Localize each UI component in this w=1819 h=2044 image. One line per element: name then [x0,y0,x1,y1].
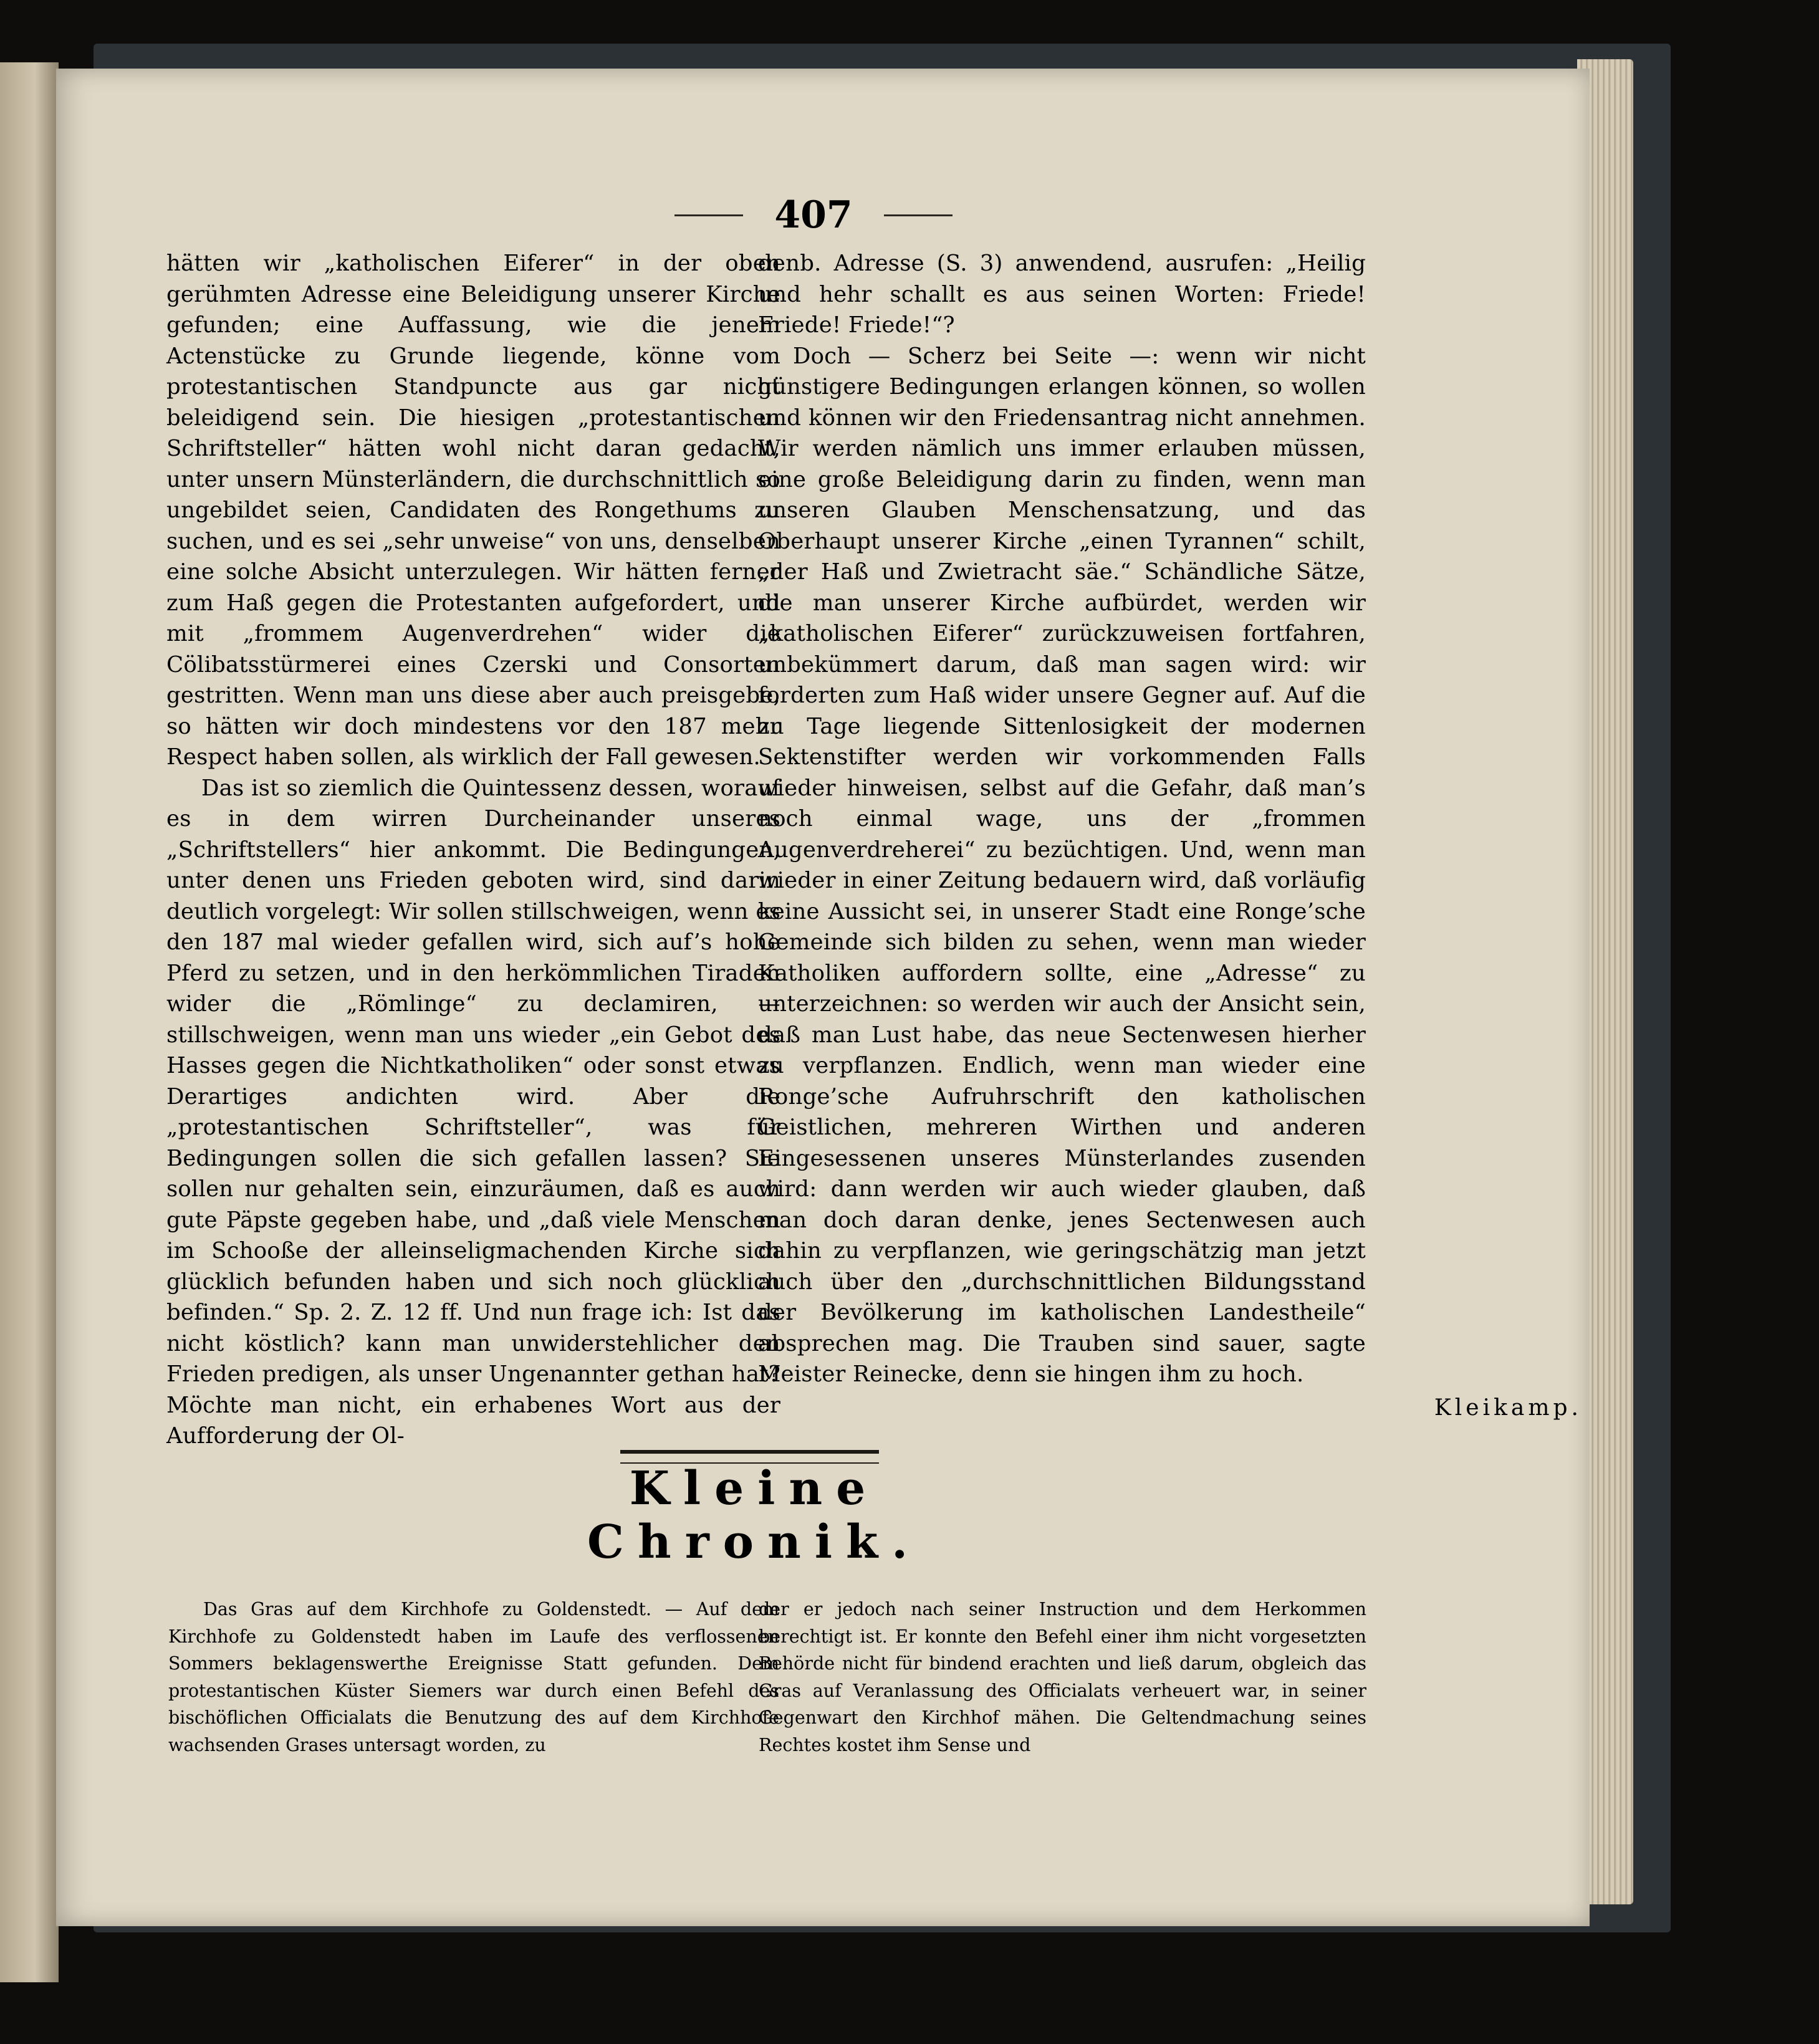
chronicle-paragraph: Das Gras auf dem Kirchhofe zu Goldenstedt. — Auf dem Kirchhofe zu Goldenstedt haben im Laufe des verflossenen Sommers beklagenswerthe Ereignisse Statt gefunden. Dem protestantischen Küster Siemers war durch einen Befehl des bischöflichen Officialats die Benutzung des auf dem Kirchhofe wachsenden Grases untersagt worden, zu [168,1599,779,1755]
header-rule-right [884,214,953,216]
article-paragraph: hätten wir „katholischen Eiferer“ in der oben gerühmten Adresse eine Beleidigung unserer Kirche gefunden; eine Auffassung, wie die jenem Actenstücke zu Grunde liegende, könne vom protestantischen Standpuncte aus gar nicht beleidigend sein. Die hiesigen „protestantischen Schriftsteller“ hätten wohl nicht daran gedacht, unter unsern Münsterländern, die durchschnittlich so ungebildet seien, Candidaten des Rongethums zu suchen, und es sei „sehr unweise“ von uns, denselben eine solche Absicht unterzulegen. Wir hätten ferner zum Haß gegen die Protestanten aufgefordert, und mit „frommem Augenverdrehen“ wider die Cölibatsstürmerei eines Czerski und Consorten gestritten. Wenn man uns diese aber auch preisgebe, so hätten wir doch mindestens vor den 187 mehr Respect haben sollen, als wirklich der Fall gewesen. [166,251,780,770]
author-signature: Kleikamp. [1434,1395,1582,1421]
section-title: Kleine Chronik. [587,1462,921,1569]
page-header [583,187,1044,243]
page-number: 407 [774,193,853,237]
previous-page-edge [0,62,59,1982]
chronicle-paragraph: der er jedoch nach seiner Instruction und dem Herkommen berechtigt ist. Er konnte den Befehl einer ihm nicht vorgesetzten Behörde nicht für bindend erachten und ließ darum, obgleich das Gras auf Veranlassung des Officialats verheuert war, in seiner Gegenwart den Kirchhof mähen. Die Geltendmachung seines Rechtes kostet ihm Sense und [759,1599,1366,1755]
chronicle-right-column [759,1596,1366,1759]
article-paragraph: denb. Adresse (S. 3) anwendend, ausrufen: „Heilig und hehr schallt es aus seinen Worten: Friede! Friede! Friede!“? [758,251,1366,338]
article-left-column [166,248,780,1452]
article-right-column [758,248,1366,1390]
header-rule-left [674,214,743,216]
chronicle-left-column [168,1596,779,1759]
article-paragraph: Doch — Scherz bei Seite —: wenn wir nicht günstigere Bedingungen erlangen können, so wollen und können wir den Friedensantrag nicht annehmen. Wir werden nämlich uns immer erlauben müssen, eine große Beleidigung darin zu finden, wenn man unseren Glauben Menschensatzung, und das Oberhaupt unserer Kirche „einen Tyrannen“ schilt, „der Haß und Zwietracht säe.“ Schändliche Sätze, die man unserer Kirche aufbürdet, werden wir „katholischen Eiferer“ zurückzuweisen fortfahren, unbekümmert darum, daß man sagen wird: wir forderten zum Haß wider unsere Gegner auf. Auf die zu Tage liegende Sittenlosigkeit der modernen Sektenstifter werden wir vorkommenden Falls wieder hinweisen, selbst auf die Gefahr, daß man’s noch einmal wage, uns der „frommen Augenverdreherei“ zu bezüchtigen. Und, wenn man wieder in einer Zeitung bedauern wird, daß vorläufig keine Aussicht sei, in unserer Stadt eine Ronge’sche Gemeinde sich bilden zu sehen, wenn man wieder Katholiken auffordern sollte, eine „Adresse“ zu unterzeichnen: so werden wir auch der Ansicht sein, daß man Lust habe, das neue Sectenwesen hierher zu verpflanzen. Endlich, wenn man wieder eine Ronge’sche Aufruhrschrift den katholischen Geistlichen, mehreren Wirthen und anderen Eingesessenen unseres Münsterlandes zusenden wird: dann werden wir auch wieder glauben, daß man doch daran denke, jenes Sectenwesen auch dahin zu verpflanzen, wie geringschätzig man jetzt auch über den „durchschnittlichen Bildungsstand der Bevölkerung im katholischen Landestheile“ absprechen mag. Die Trauben sind sauer, sagte Meister Reinecke, denn sie hingen ihm zu hoch. [758,343,1366,1387]
article-paragraph: Das ist so ziemlich die Quintessenz dessen, worauf es in dem wirren Durcheinander unseres „Schriftstellers“ hier ankommt. Die Bedingungen, unter denen uns Frieden geboten wird, sind darin deutlich vorgelegt: Wir sollen stillschweigen, wenn es den 187 mal wieder gefallen wird, sich auf’s hohe Pferd zu setzen, und in den herkömmlichen Tiraden wider die „Römlinge“ zu declamiren, — stillschweigen, wenn man uns wieder „ein Gebot des Hasses gegen die Nichtkatholiken“ oder sonst etwas Derartiges andichten wird. Aber die „protestantischen Schriftsteller“, was für Bedingungen sollen die sich gefallen lassen? Sie sollen nur gehalten sein, einzuräumen, daß es auch gute Päpste gegeben habe, und „daß viele Menschen im Schooße der alleinseligmachenden Kirche sich glücklich befunden haben und sich noch glücklich befinden.“ Sp. 2. Z. 12 ff. Und nun frage ich: Ist das nicht köstlich? kann man unwiderstehlicher den Frieden predigen, als unser Ungenannter gethan hat? Möchte man nicht, ein erhabenes Wort aus der Aufforderung der Ol- [166,775,780,1449]
